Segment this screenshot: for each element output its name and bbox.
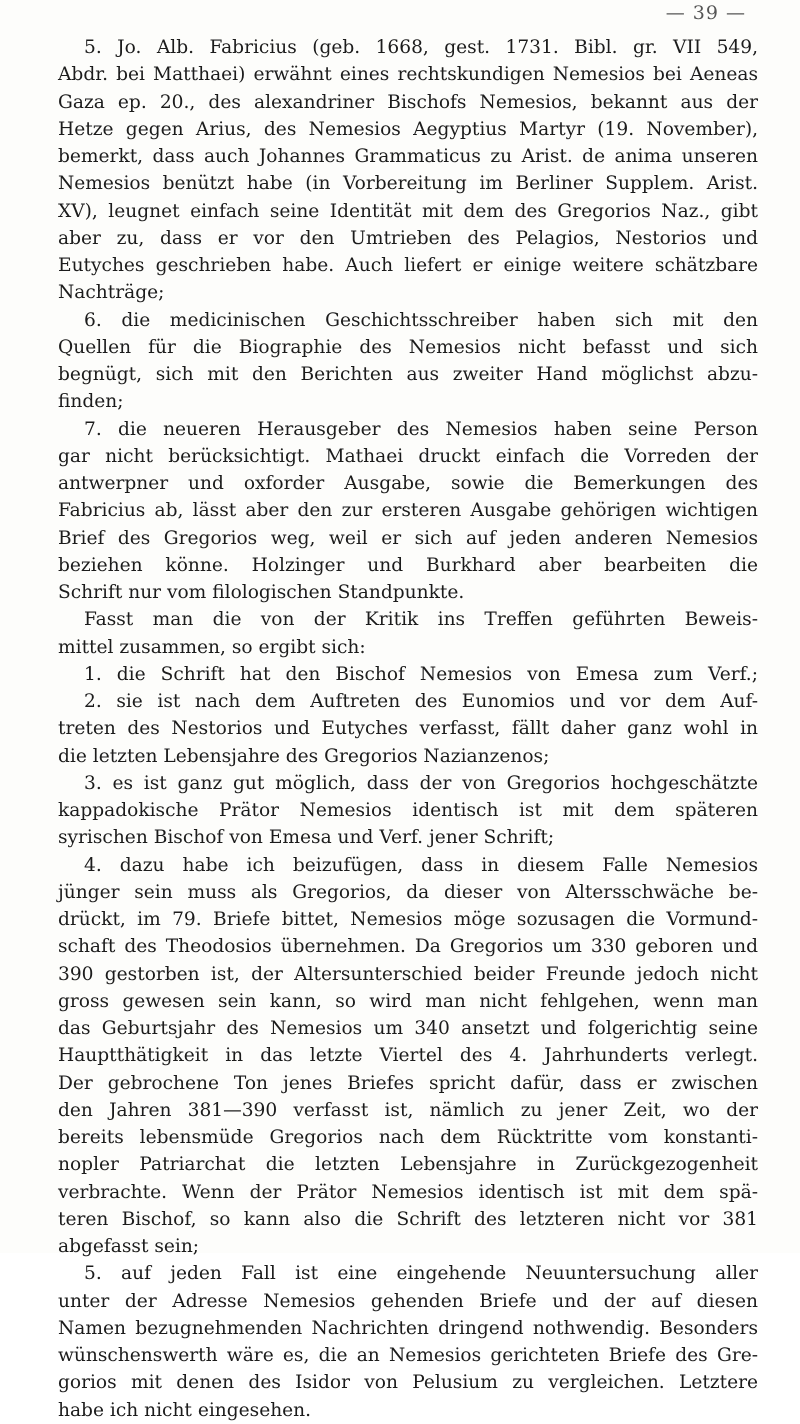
text-line: Namen bezugnehmenden Nachrichten dringend nothwendig. Besonders bbox=[58, 1317, 758, 1339]
text-line: Fabricius ab, lässt aber den zur ersteren Ausgabe gehörigen wichtigen bbox=[58, 500, 758, 522]
text-line: drückt, im 79. Briefe bittet, Nemesios möge sozusagen die Vormund- bbox=[58, 909, 758, 930]
text-line: habe ich nicht eingesehen. bbox=[58, 1399, 312, 1421]
text-line: schaft des Theodosios übernehmen. Da Gregorios um 330 geboren und bbox=[58, 936, 758, 958]
text-line: aber zu, dass er vor den Umtrieben des Pelagios, Nestorios und bbox=[58, 227, 758, 249]
text-line: bemerkt, dass auch Johannes Grammaticus zu Arist. de anima unseren bbox=[58, 146, 758, 167]
text-line: Hauptthätigkeit in das letzte Viertel des 4. Jahrhunderts verlegt. bbox=[58, 1045, 758, 1067]
text-line: 5. auf jeden Fall ist eine eingehende Neuuntersuchung aller bbox=[84, 1263, 758, 1285]
text-line: gar nicht berücksichtigt. Mathaei druckt einfach die Vorreden der bbox=[58, 445, 758, 467]
text-line: unter der Adresse Nemesios gehenden Briefe und der auf diesen bbox=[58, 1290, 758, 1312]
text-line: nopler Patriarchat die letzten Lebensjahre in Zurückgezogenheit bbox=[58, 1154, 758, 1176]
text-line: mittel zusammen, so ergibt sich: bbox=[58, 636, 366, 658]
text-line: 7. die neueren Herausgeber des Nemesios haben seine Person bbox=[84, 418, 758, 440]
text-line: treten des Nestorios und Eutyches verfasst, fällt daher ganz wohl in bbox=[58, 718, 758, 740]
text-line: bereits lebensmüde Gregorios nach dem Rücktritte vom konstanti- bbox=[58, 1127, 758, 1148]
text-line: Abdr. bei Matthaei) erwähnt eines rechtskundigen Nemesios bei Aeneas bbox=[58, 64, 758, 86]
text-line: 5. Jo. Alb. Fabricius (geb. 1668, gest. 1731. Bibl. gr. VII 549, bbox=[84, 37, 758, 58]
text-line: kappadokische Prätor Nemesios identisch ist mit dem späteren bbox=[58, 800, 758, 821]
text-line: 4. dazu habe ich beizufügen, dass in diesem Falle Nemesios bbox=[84, 854, 758, 876]
text-line: Brief des Gregorios weg, weil er sich auf jeden anderen Nemesios bbox=[58, 527, 758, 549]
text-line: gorios mit denen des Isidor von Pelusium zu vergleichen. Letztere bbox=[58, 1372, 758, 1394]
text-line: 6. die medicinischen Geschichtsschreiber haben sich mit den bbox=[84, 309, 758, 331]
text-line: 390 gestorben ist, der Altersunterschied beider Freunde jedoch nicht bbox=[58, 963, 758, 985]
text-line: 3. es ist ganz gut möglich, dass der von Gregorios hochgeschätzte bbox=[84, 772, 758, 794]
text-line: Nachträge; bbox=[58, 282, 165, 304]
text-line: Schrift nur vom filologischen Standpunkte. bbox=[58, 582, 465, 603]
text-line: Der gebrochene Ton jenes Briefes spricht dafür, dass er zwischen bbox=[58, 1072, 758, 1094]
text-line: das Geburtsjahr des Nemesios um 340 ansetzt und folgerichtig seine bbox=[58, 1018, 758, 1039]
page-number: — 39 — bbox=[665, 2, 746, 24]
text-line: 1. die Schrift hat den Bischof Nemesios von Emesa zum Verf.; bbox=[84, 663, 758, 685]
body-text bbox=[58, 34, 758, 1424]
text-line: abgefasst sein; bbox=[58, 1236, 200, 1257]
text-line: verbrachte. Wenn der Prätor Nemesios identisch ist mit dem spä- bbox=[58, 1181, 758, 1203]
text-line: finden; bbox=[58, 391, 124, 413]
text-line: antwerpner und oxforder Ausgabe, sowie die Bemerkungen des bbox=[58, 473, 758, 494]
text-line: wünschenswerth wäre es, die an Nemesios gerichteten Briefe des Gre- bbox=[58, 1345, 758, 1366]
text-line: die letzten Lebensjahre des Gregorios Nazianzenos; bbox=[58, 745, 550, 767]
text-line: teren Bischof, so kann also die Schrift des letzteren nicht vor 381 bbox=[58, 1208, 758, 1230]
text-line: 2. sie ist nach dem Auftreten des Eunomios und vor dem Auf- bbox=[84, 691, 758, 712]
text-line: Hetze gegen Arius, des Nemesios Aegyptius Martyr (19. November), bbox=[58, 118, 758, 140]
text-line: begnügt, sich mit den Berichten aus zweiter Hand möglichst abzu- bbox=[58, 364, 758, 385]
text-line: syrischen Bischof von Emesa und Verf. jener Schrift; bbox=[58, 827, 555, 849]
text-line: Nemesios benützt habe (in Vorbereitung im Berliner Supplem. Arist. bbox=[58, 173, 758, 195]
text-line: jünger sein muss als Gregorios, da dieser von Altersschwäche be- bbox=[58, 881, 758, 903]
text-line: gross gewesen sein kann, so wird man nicht fehlgehen, wenn man bbox=[58, 990, 758, 1012]
text-line: XV), leugnet einfach seine Identität mit dem des Gregorios Naz., gibt bbox=[58, 200, 758, 222]
text-line: Gaza ep. 20., des alexandriner Bischofs Nemesios, bekannt aus der bbox=[58, 91, 758, 113]
text-line: Quellen für die Biographie des Nemesios nicht befasst und sich bbox=[58, 336, 758, 358]
text-line: Eutyches geschrieben habe. Auch liefert er einige weitere schätzbare bbox=[58, 255, 758, 276]
text-line: beziehen könne. Holzinger und Burkhard aber bearbeiten die bbox=[58, 554, 758, 576]
text-line: Fasst man die von der Kritik ins Treffen geführten Beweis- bbox=[84, 609, 758, 631]
text-line: den Jahren 381—390 verfasst ist, nämlich zu jener Zeit, wo der bbox=[58, 1099, 758, 1121]
